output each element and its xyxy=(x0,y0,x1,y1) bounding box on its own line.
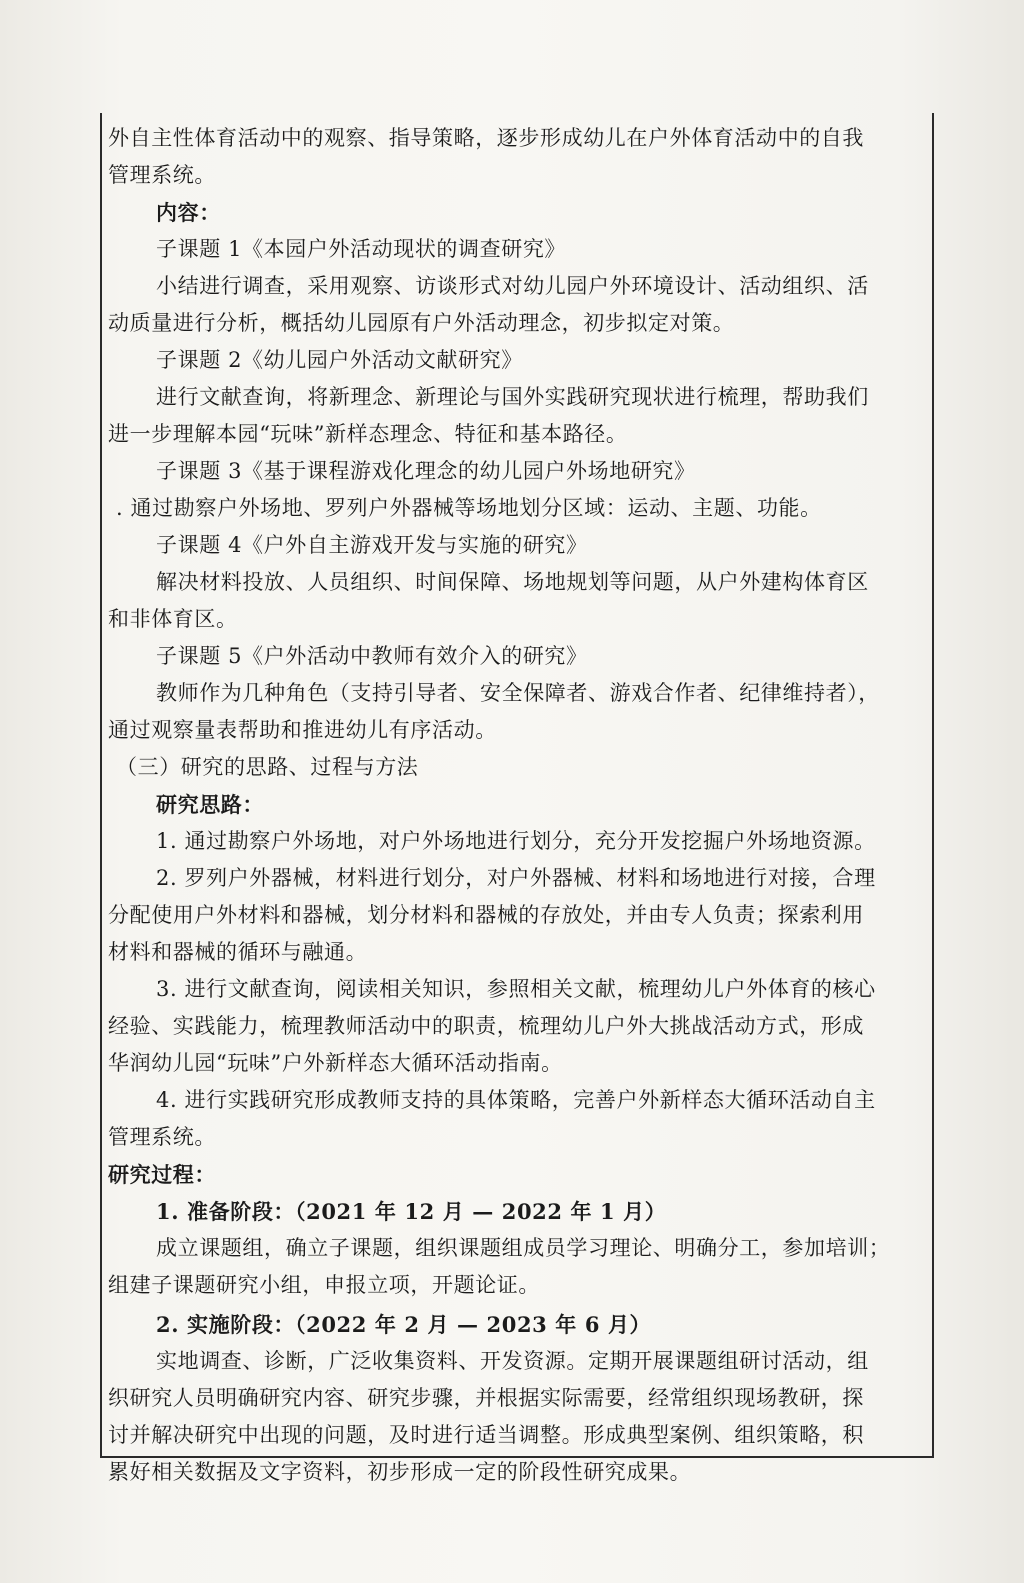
text-line: 分配使用户外材料和器械，划分材料和器械的存放处，并由专人负责；探索利用 xyxy=(108,903,864,927)
section-heading: （三）研究的思路、过程与方法 xyxy=(116,755,419,779)
text-line: 实地调查、诊断，广泛收集资料、开发资源。定期开展课题组研讨活动，组 xyxy=(156,1349,869,1373)
text-line: 小结进行调查，采用观察、访谈形式对幼儿园户外环境设计、活动组织、活 xyxy=(156,274,869,298)
text-line: 进行文献查询，将新理念、新理论与国外实践研究现状进行梳理，帮助我们 xyxy=(156,385,869,409)
text-line: 进一步理解本园“玩味”新样态理念、特征和基本路径。 xyxy=(108,422,628,446)
text-line: 解决材料投放、人员组织、时间保障、场地规划等问题，从户外建构体育区 xyxy=(156,570,869,594)
text-line: 教师作为几种角色（支持引导者、安全保障者、游戏合作者、纪律维持者）， xyxy=(156,681,880,705)
list-item: 2. 罗列户外器械，材料进行划分，对户外器械、材料和场地进行对接，合理 xyxy=(156,866,876,890)
document-body xyxy=(108,120,928,1491)
subtopic-title: 子课题 5《户外活动中教师有效介入的研究》 xyxy=(156,644,588,668)
text-line: 动质量进行分析，概括幼儿园原有户外活动理念，初步拟定对策。 xyxy=(108,311,735,335)
text-line: 成立课题组，确立子课题，组织课题组成员学习理论、明确分工，参加培训； xyxy=(156,1236,891,1260)
text-line: 讨并解决研究中出现的问题，及时进行适当调整。形成典型案例、组织策略，积 xyxy=(108,1423,864,1447)
stage-heading: 1. 准备阶段：（2021 年 12 月 — 2022 年 1 月） xyxy=(156,1199,667,1224)
section-heading: 研究过程： xyxy=(108,1162,216,1187)
text-line: 组建子课题研究小组，申报立项，开题论证。 xyxy=(108,1273,540,1297)
subtopic-title: 子课题 4《户外自主游戏开发与实施的研究》 xyxy=(156,533,588,557)
subtopic-title: 子课题 3《基于课程游戏化理念的幼儿园户外场地研究》 xyxy=(156,459,696,483)
text-line: 外自主性体育活动中的观察、指导策略，逐步形成幼儿在户外体育活动中的自我 xyxy=(108,126,864,150)
list-item: 4. 进行实践研究形成教师支持的具体策略，完善户外新样态大循环活动自主 xyxy=(156,1088,876,1112)
list-item: 1. 通过勘察户外场地，对户外场地进行划分，充分开发挖掘户外场地资源。 xyxy=(156,829,876,853)
section-heading: 研究思路： xyxy=(156,792,264,817)
text-line: 材料和器械的循环与融通。 xyxy=(108,940,368,964)
stage-heading: 2. 实施阶段：（2022 年 2 月 — 2023 年 6 月） xyxy=(156,1312,652,1337)
list-item: 3. 进行文献查询，阅读相关知识，参照相关文献，梳理幼儿户外体育的核心 xyxy=(156,977,876,1001)
text-line: 和非体育区。 xyxy=(108,607,238,631)
section-heading: 内容： xyxy=(156,200,221,225)
text-line: 管理系统。 xyxy=(108,163,216,187)
text-line: 管理系统。 xyxy=(108,1125,216,1149)
text-line: . 通过勘察户外场地、罗列户外器械等场地划分区域：运动、主题、功能。 xyxy=(116,496,822,520)
text-line: 织研究人员明确研究内容、研究步骤，并根据实际需要，经常组织现场教研，探 xyxy=(108,1386,864,1410)
text-line: 通过观察量表帮助和推进幼儿有序活动。 xyxy=(108,718,497,742)
subtopic-title: 子课题 2《幼儿园户外活动文献研究》 xyxy=(156,348,523,372)
text-line: 华润幼儿园“玩味”户外新样态大循环活动指南。 xyxy=(108,1051,563,1075)
subtopic-title: 子课题 1《本园户外活动现状的调查研究》 xyxy=(156,237,567,261)
text-line: 累好相关数据及文字资料，初步形成一定的阶段性研究成果。 xyxy=(108,1460,692,1484)
text-line: 经验、实践能力，梳理教师活动中的职责，梳理幼儿户外大挑战活动方式，形成 xyxy=(108,1014,864,1038)
